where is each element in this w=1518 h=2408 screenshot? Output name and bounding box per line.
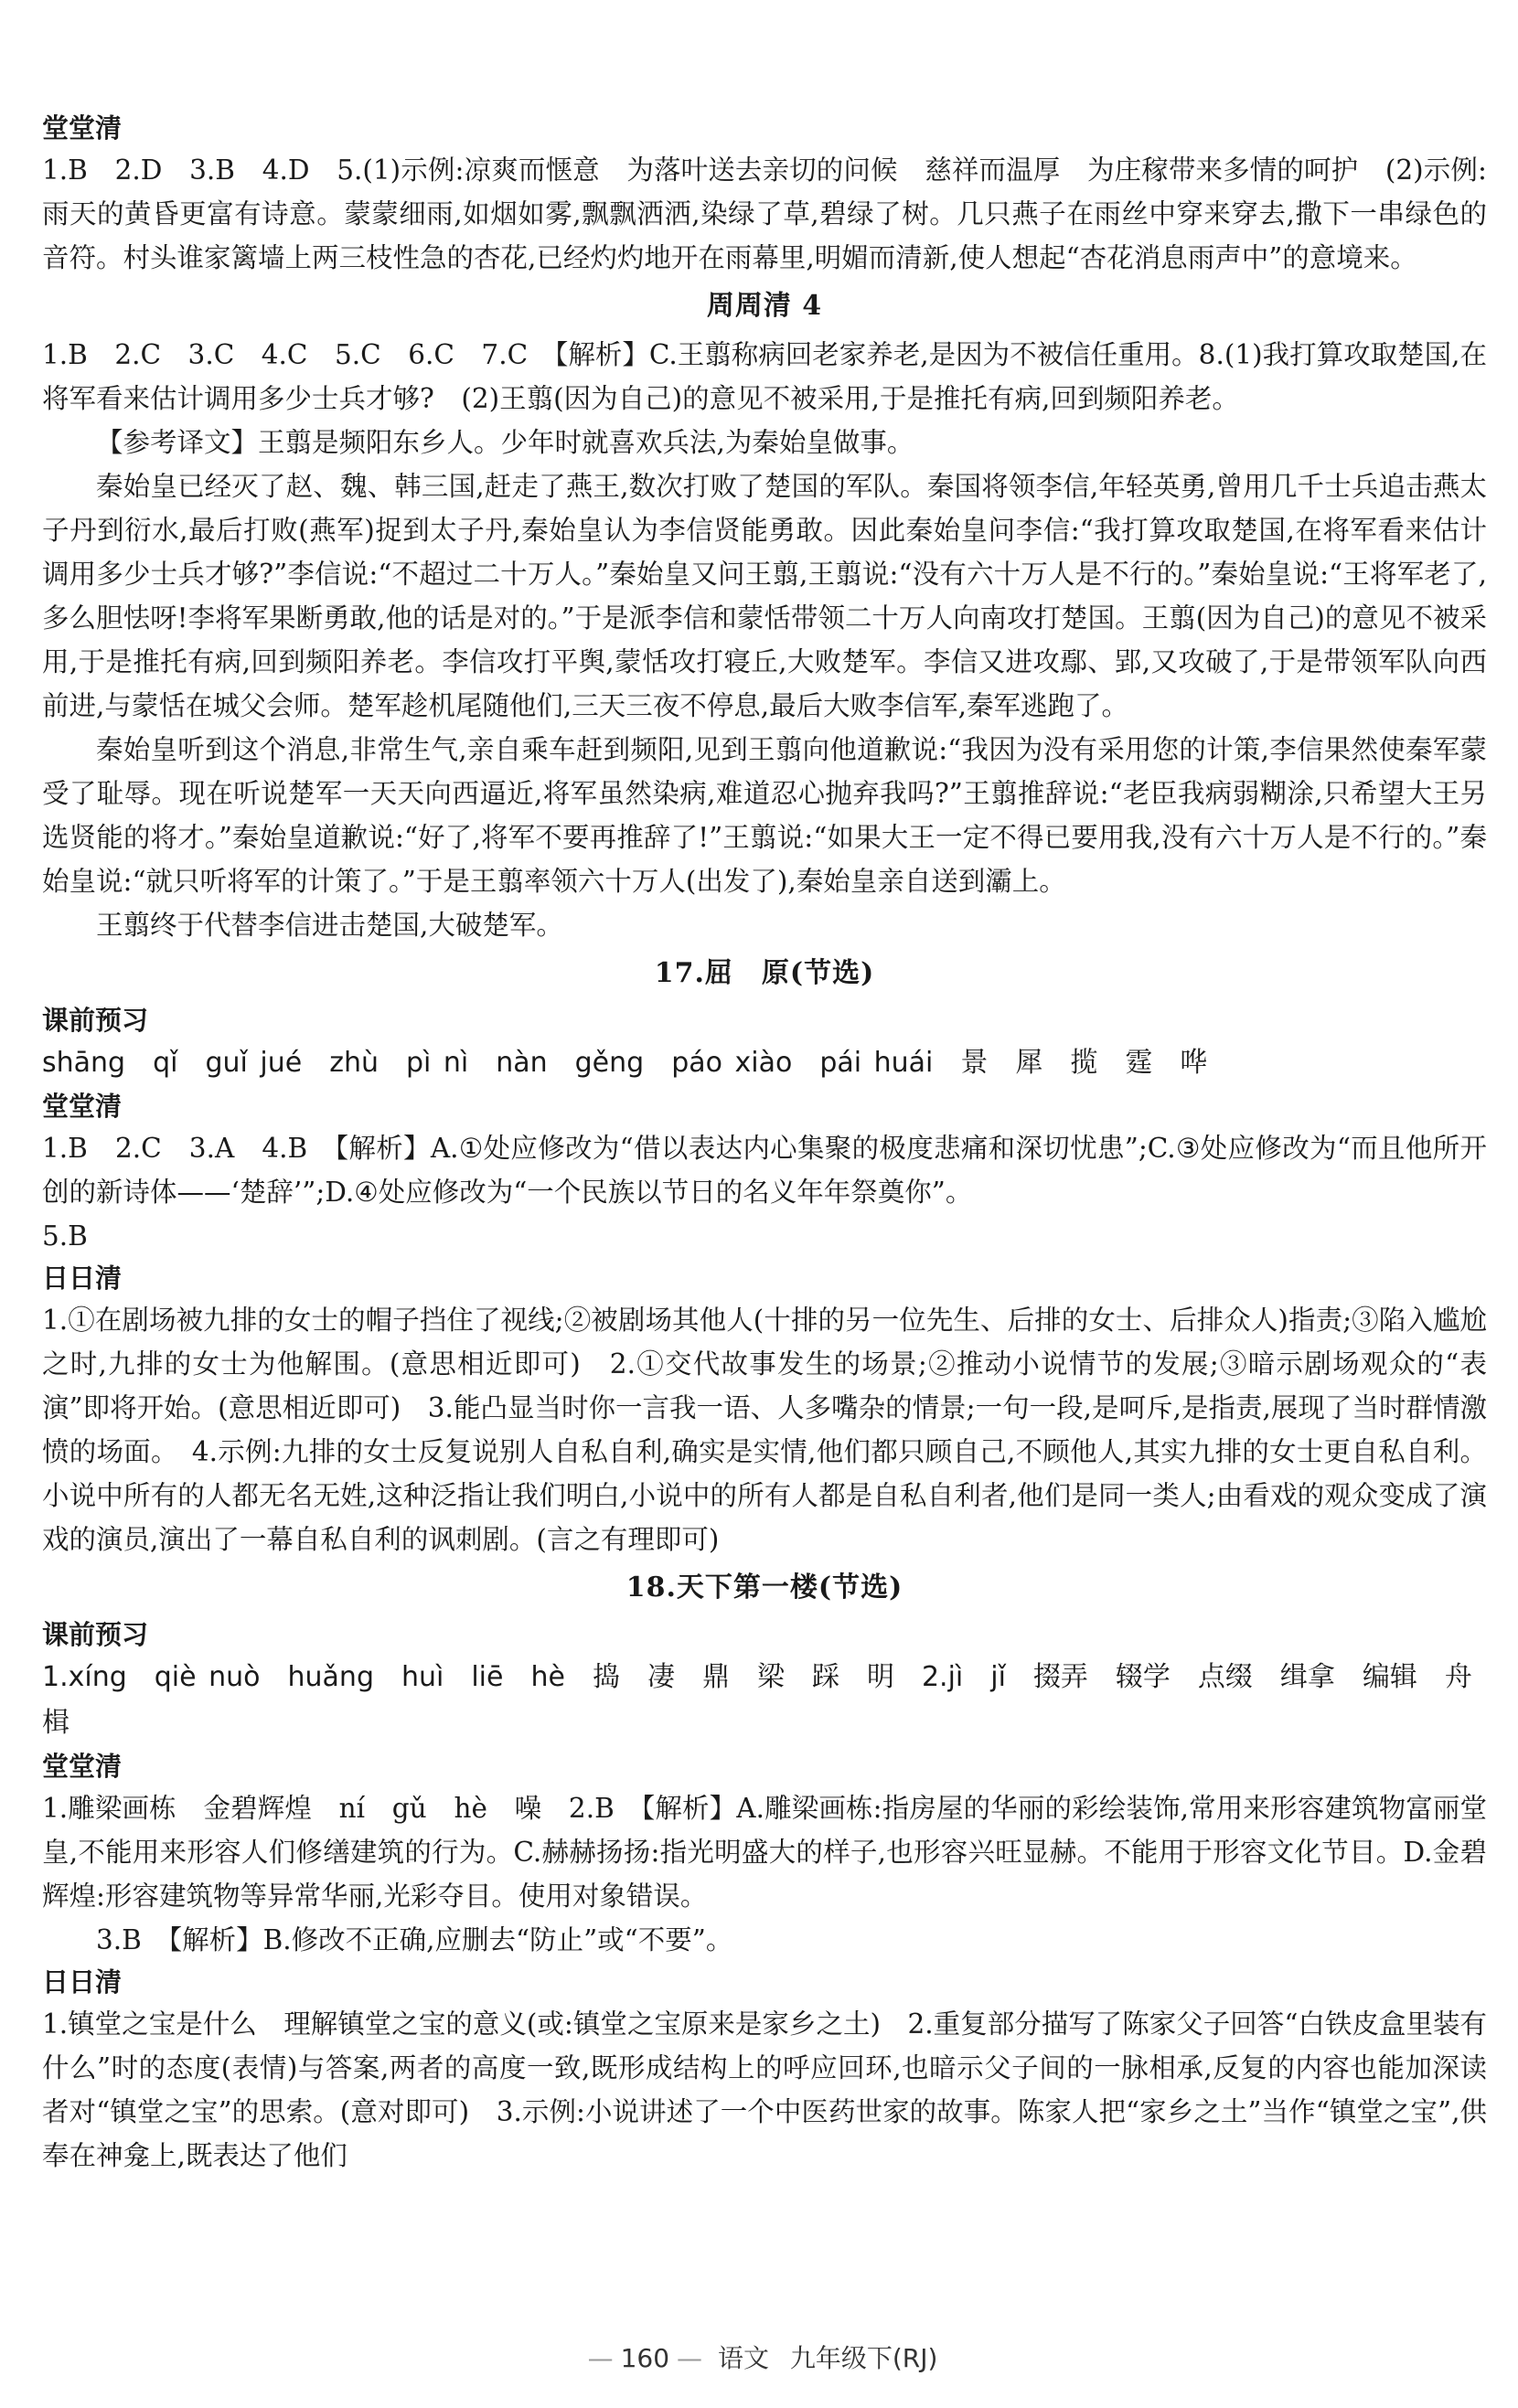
translation-paragraph: 【参考译文】王翦是频阳东乡人。少年时就喜欢兵法,为秦始皇做事。 (96, 427, 914, 458)
page-number: 160 (620, 2343, 670, 2373)
answer-paragraph: 1.①在剧场被九排的女士的帽子挡住了视线;②被剧场其他人(十排的另一位先生、后排的女士、后排众人)指责;③陷入尴尬之时,九排的女士为他解围。(意思相近即可) 2.①交代故事发生的场景;②推动小说情节的发展;③暗示剧场观众的“表演”即将开始。(意思相近即可) 3.能凸显当时你一言我一语、人多嘴杂的情景;一句一段,是呵斥,是指责,展现了当时群情激愤的场面。 4.示例:九排的女士反复说别人自私自利,确实是实情,他们都只顾自己,不顾他人,其实九排的女士更自私自利。小说中所有的人都无名无姓,这种泛指让我们明白,小说中的所有人都是自私自利者,他们是同一类人;由看戏的观众变成了演戏的演员,演出了一幕自私自利的讽刺剧。(言之有理即可) (42, 1305, 1487, 1555)
lesson-title: 18.天下第一楼(节选) (625, 1572, 903, 1604)
lesson-title: 17.屈 原(节选) (654, 957, 875, 989)
answer-paragraph: 5.B (42, 1220, 88, 1252)
section-heading: 堂堂清 (42, 112, 123, 144)
section-heading: 堂堂清 (42, 1751, 123, 1782)
section-heading: 堂堂清 (42, 1091, 123, 1122)
section-heading: 课前预习 (42, 1619, 149, 1650)
section-heading: 课前预习 (42, 1005, 149, 1036)
answer-paragraph: 1.B 2.C 3.A 4.B 【解析】A.①处应修改为“借以表达内心集聚的极度悲痛和深切忧患”;C.③处应修改为“而且他所开创的新诗体——‘楚辞’”;D.④处应修改为“一个民族以节日的名义年年祭奠你”。 (42, 1133, 1487, 1208)
lesson-title: 周周清 4 (706, 290, 823, 322)
translation-paragraph: 秦始皇听到这个消息,非常生气,亲自乘车赶到频阳,见到王翦向他道歉说:“我因为没有采用您的计策,李信果然使秦军蒙受了耻辱。现在听说楚军一天天向西逼近,将军虽然染病,难道忍心抛弃我吗?”王翦推辞说:“老臣我病弱糊涂,只希望大王另选贤能的将才。”秦始皇道歉说:“好了,将军不要再推辞了!”王翦说:“如果大王一定不得已要用我,没有六十万人是不行的。”秦始皇说:“就只听将军的计策了。”于是王翦率领六十万人(出发了),秦始皇亲自送到灞上。 (42, 734, 1487, 897)
pinyin-line: shāng qǐ guǐ jué zhù pì nì nàn gěng páo xiào pái huái 景 犀 揽 霆 哗 (42, 1047, 1208, 1079)
pinyin-line: 1.xíng qiè nuò huǎng huì liē hè 捣 凄 鼎 梁 踩 明 2.jì jǐ 掇弄 辍学 点缀 缉拿 编辑 舟楫 (42, 1661, 1472, 1739)
page-footer: — 160 — 语文 九年级下(RJ) (587, 2343, 938, 2373)
section-heading: 日日清 (42, 1966, 123, 1998)
answer-paragraph: 1.B 2.D 3.B 4.D 5.(1)示例:凉爽而惬意 为落叶送去亲切的问候 慈祥而温厚 为庄稼带来多情的呵护 (2)示例:雨天的黄昏更富有诗意。蒙蒙细雨,如烟如雾,飘飘洒洒,染绿了草,碧绿了树。几只燕子在雨丝中穿来穿去,撒下一串绿色的音符。村头谁家篱墙上两三枝性急的杏花,已经灼灼地开在雨幕里,明媚而清新,使人想起“杏花消息雨声中”的意境来。 (42, 154, 1487, 273)
translation-paragraph: 秦始皇已经灭了赵、魏、韩三国,赶走了燕王,数次打败了楚国的军队。秦国将领李信,年轻英勇,曾用几千士兵追击燕太子丹到衍水,最后打败(燕军)捉到太子丹,秦始皇认为李信贤能勇敢。因此秦始皇问李信:“我打算攻取楚国,在将军看来估计调用多少士兵才够?”李信说:“不超过二十万人。”秦始皇又问王翦,王翦说:“没有六十万人是不行的。”秦始皇说:“王将军老了,多么胆怯呀!李将军果断勇敢,他的话是对的。”于是派李信和蒙恬带领二十万人向南攻打楚国。王翦(因为自己)的意见不被采用,于是推托有病,回到频阳养老。李信攻打平舆,蒙恬攻打寝丘,大败楚军。李信又进攻鄢、郢,又攻破了,于是带领军队向西前进,与蒙恬在城父会师。楚军趁机尾随他们,三天三夜不停息,最后大败李信军,秦军逃跑了。 (42, 471, 1487, 721)
translation-paragraph: 王翦终于代替李信进击楚国,大破楚军。 (96, 910, 563, 941)
subject-label: 语文 (717, 2343, 769, 2373)
answer-paragraph: 1.雕梁画栋 金碧辉煌 ní gǔ hè 噪 2.B 【解析】A.雕梁画栋:指房屋的华丽的彩绘装饰,常用来形容建筑物富丽堂皇,不能用来形容人们修缮建筑的行为。C.赫赫扬扬:指光明盛大的样子,也形容兴旺显赫。不能用于形容文化节目。D.金碧辉煌:形容建筑物等异常华丽,光彩夺目。使用对象错误。 (42, 1793, 1487, 1912)
answer-paragraph: 1.镇堂之宝是什么 理解镇堂之宝的意义(或:镇堂之宝原来是家乡之土) 2.重复部分描写了陈家父子回答“白铁皮盒里装有什么”时的态度(表情)与答案,两者的高度一致,既形成结构上的呼应回环,也暗示父子间的一脉相承,反复的内容也能加深读者对“镇堂之宝”的思索。(意对即可) 3.示例:小说讲述了一个中医药世家的故事。陈家人把“家乡之土”当作“镇堂之宝”,供奉在神龛上,既表达了他们 (42, 2008, 1487, 2171)
translation-paragraph: 3.B 【解析】B.修改不正确,应删去“防止”或“不要”。 (96, 1924, 733, 1955)
section-heading: 日日清 (42, 1263, 123, 1294)
answer-page (42, 108, 1487, 2178)
answer-paragraph: 1.B 2.C 3.C 4.C 5.C 6.C 7.C 【解析】C.王翦称病回老家养老,是因为不被信任重用。8.(1)我打算攻取楚国,在将军看来估计调用多少士兵才够? (2)王翦(因为自己)的意见不被采用,于是推托有病,回到频阳养老。 (42, 339, 1487, 414)
grade-label: 九年级下(RJ) (789, 2343, 938, 2373)
